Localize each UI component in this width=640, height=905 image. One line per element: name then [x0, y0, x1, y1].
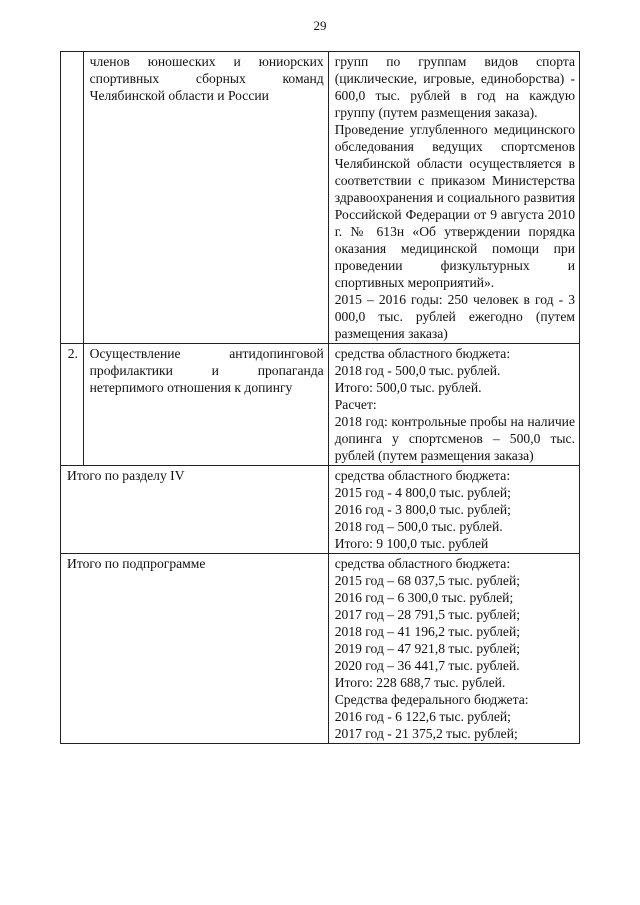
row-details-cell — [328, 344, 579, 466]
page-number: 29 — [313, 18, 327, 33]
row-number-cell: 2. — [61, 344, 84, 466]
details-paragraph: Проведение углубленного медицинского обследования ведущих спортсменов Челябинской области осуществляется в соответствии с приказом Министерства здравоохранения и социального развития Российской Федерации от 9 августа 2010 г. № 613н «Об утверждении порядка оказания медицинской помощи при проведении физкультурных и спортивных мероприятий». — [334, 122, 575, 290]
row-description-cell — [83, 344, 328, 466]
total-line: Итого: 228 688,7 тыс. рублей. — [334, 675, 506, 690]
total-line: 2018 год – 41 196,2 тыс. рублей; — [334, 624, 521, 639]
total-line: 2016 год - 6 122,6 тыс. рублей; — [334, 709, 511, 724]
subprogram-table — [60, 51, 580, 744]
total-line: 2016 год - 3 800,0 тыс. рублей; — [334, 502, 511, 517]
row-description: Осуществление антидопинговой профилактики и пропаганда нетерпимого отношения к допингу — [89, 346, 324, 395]
details-paragraph: 2018 год: контрольные пробы на наличие допинга у спортсменов – 500,0 тыс. рублей (путем размещения заказа) — [334, 414, 575, 463]
subprogram-total-lines — [328, 554, 579, 744]
total-line: Средства федерального бюджета: — [334, 692, 529, 707]
section-total-lines — [328, 466, 579, 554]
total-line: средства областного бюджета: — [334, 468, 511, 483]
details-paragraph: 2018 год - 500,0 тыс. рублей. — [334, 363, 501, 378]
row-details-cell — [328, 52, 579, 344]
details-paragraph: средства областного бюджета: — [334, 346, 511, 361]
row-number-cell — [61, 52, 84, 344]
total-line: 2015 год – 68 037,5 тыс. рублей; — [334, 573, 521, 588]
details-paragraph: групп по группам видов спорта (циклические, игровые, единоборства) - 600,0 тыс. рублей в год на каждую группу (путем размещения заказа). — [334, 54, 575, 120]
details-paragraph: Расчет: — [334, 397, 377, 412]
table-row — [61, 344, 580, 466]
row-description-cell — [83, 52, 328, 344]
total-line: средства областного бюджета: — [334, 556, 511, 571]
row-description: членов юношеских и юниорских спортивных сборных команд Челябинской области и России — [89, 54, 324, 103]
section-total-label: Итого по разделу IV — [61, 466, 329, 554]
total-line: 2020 год – 36 441,7 тыс. рублей. — [334, 658, 520, 673]
total-line: 2018 год – 500,0 тыс. рублей. — [334, 519, 503, 534]
section-total-row — [61, 466, 580, 554]
table-row — [61, 52, 580, 344]
total-line: 2017 год – 28 791,5 тыс. рублей; — [334, 607, 521, 622]
details-paragraph: Итого: 500,0 тыс. рублей. — [334, 380, 482, 395]
subprogram-total-row — [61, 554, 580, 744]
total-line: 2016 год – 6 300,0 тыс. рублей; — [334, 590, 514, 605]
total-line: 2019 год – 47 921,8 тыс. рублей; — [334, 641, 521, 656]
total-line: 2015 год - 4 800,0 тыс. рублей; — [334, 485, 511, 500]
total-line: 2017 год - 21 375,2 тыс. рублей; — [334, 726, 518, 741]
total-line: Итого: 9 100,0 тыс. рублей — [334, 536, 489, 551]
details-paragraph: 2015 – 2016 годы: 250 человек в год - 3 000,0 тыс. рублей ежегодно (путем размещения заказа) — [334, 292, 575, 341]
subprogram-total-label: Итого по подпрограмме — [61, 554, 329, 744]
